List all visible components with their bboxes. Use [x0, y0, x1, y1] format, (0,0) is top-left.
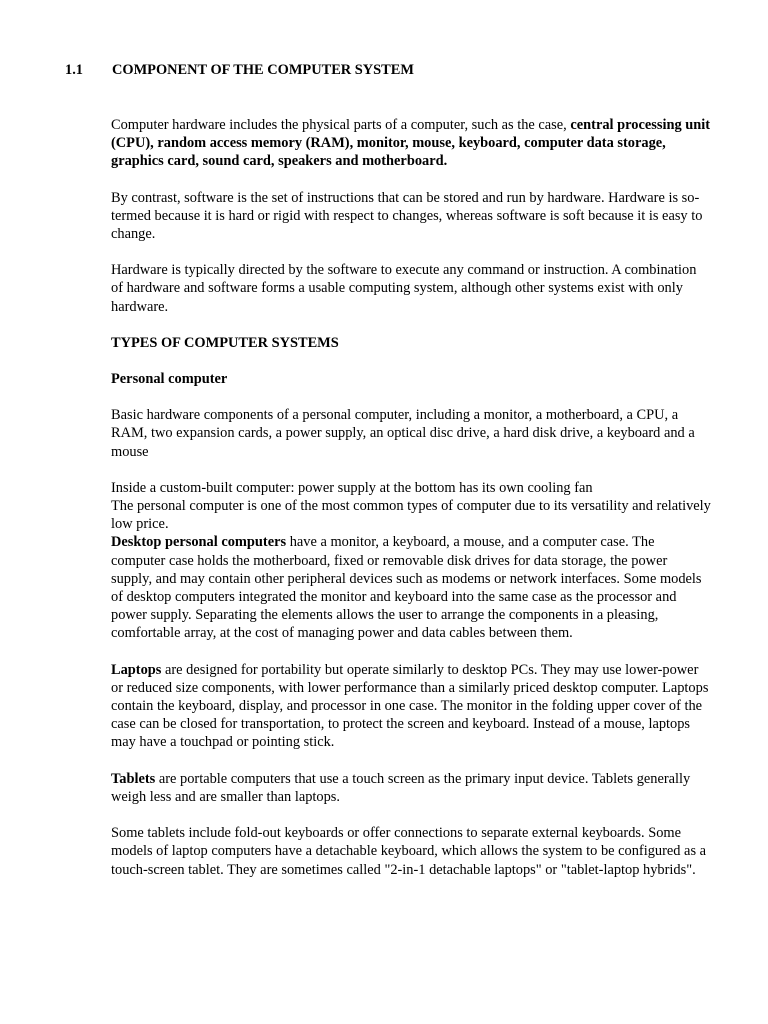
laptops-paragraph	[111, 661, 711, 752]
directed-paragraph: Hardware is typically directed by the software to execute any command or instruction. A combination of hardware and software forms a usable computing system, although other systems exist with only hardware.	[111, 262, 697, 315]
laptops-text: are designed for portability but operate similarly to desktop PCs. They may use lower-power or reduced size components, with lower performance than a similarly priced desktop computer. Laptops contain the keyboard, display, and processor in one case. The monitor in the folding upper cover of the case can be closed for transportation, to protect the screen and keyboard. Instead of a mouse, laptops may have a touchpad or pointing stick.	[111, 661, 709, 751]
desktop-text: have a monitor, a keyboard, a mouse, and a computer case. The computer case holds the motherboard, fixed or removable disk drives for data storage, the power supply, and may contain other peripheral devices such as modems or network interfaces. Some models of desktop computers integrated the monitor and keyboard into the same case as the processor and power supply. Separating the elements allows the user to arrange the components in a pleasing, comfortable array, at the cost of managing power and data cables between them.	[111, 534, 702, 642]
desktop-term: Desktop personal computers	[111, 534, 287, 551]
section-title: COMPONENT OF THE COMPUTER SYSTEM	[112, 62, 414, 78]
contrast-paragraph: By contrast, software is the set of instructions that can be stored and run by hardware. Hardware is so-termed because it is hard or rigid with respect to changes, whereas software is soft because it is easy to change.	[111, 189, 703, 243]
intro-lead-text: Computer hardware includes the physical parts of a computer, such as the case,	[111, 117, 567, 133]
basic-components-paragraph: Basic hardware components of a personal computer, including a monitor, a motherboard, a CPU, a RAM, two expansion cards, a power supply, an optical disc drive, a hard disk drive, a keyboard and a mouse	[111, 407, 695, 460]
tablets-paragraph	[111, 770, 711, 806]
inside-computer-line: Inside a custom-built computer: power supply at the bottom has its own cooling fan	[111, 479, 593, 496]
types-heading: TYPES OF COMPUTER SYSTEMS	[111, 334, 339, 351]
section-heading	[65, 61, 414, 79]
laptops-term: Laptops	[111, 661, 162, 678]
section-number: 1.1	[65, 62, 83, 78]
foldout-paragraph: Some tablets include fold-out keyboards or offer connections to separate external keyboards. Some models of laptop computers have a detachable keyboard, which allows the system to be configured as a touch-screen tablet. They are sometimes called "2-in-1 detachable laptops" or "tablet-laptop hybrids".	[111, 825, 707, 878]
tablets-text: are portable computers that use a touch screen as the primary input device. Tablets generally weigh less and are smaller than laptops.	[111, 770, 691, 805]
document-body	[111, 116, 711, 879]
intro-bold-text: central processing unit (CPU), random access memory (RAM), monitor, mouse, keyboard, computer data storage, graphics card, sound card, speakers and motherboard.	[111, 117, 711, 170]
intro-paragraph	[111, 116, 711, 171]
tablets-term: Tablets	[111, 770, 156, 787]
desktop-paragraph	[111, 533, 711, 642]
common-types-line: The personal computer is one of the most common types of computer due to its versatility and relatively low price.	[111, 498, 711, 533]
personal-computer-heading: Personal computer	[111, 371, 228, 388]
